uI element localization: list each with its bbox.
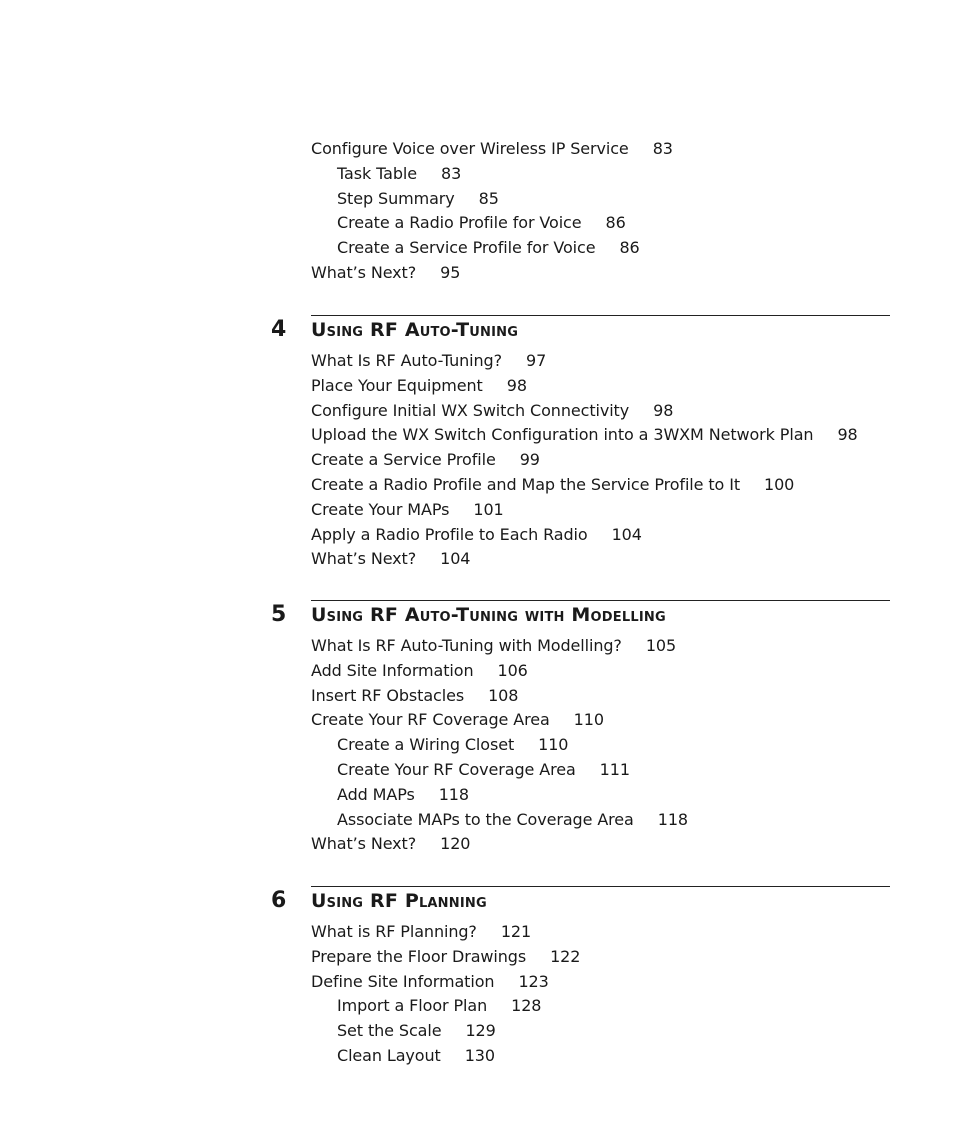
toc-entry-page-number: 86 — [605, 213, 626, 233]
chapter-title[interactable]: Using RF Auto-Tuning with Modelling — [311, 604, 666, 626]
toc-entry[interactable] — [311, 947, 580, 967]
toc-entry-page-number: 121 — [500, 922, 532, 941]
toc-entry[interactable] — [311, 450, 540, 470]
toc-entry-page-number: 118 — [438, 784, 469, 804]
toc-entry-title: Create Your RF Coverage Area — [337, 760, 576, 779]
toc-entry[interactable] — [311, 834, 470, 854]
toc-entry-page-number: 98 — [506, 375, 527, 395]
toc-entry[interactable] — [311, 686, 518, 706]
toc-entry[interactable] — [311, 636, 676, 656]
chapter-divider-rule — [311, 886, 890, 887]
toc-entry-title: Create a Radio Profile for Voice — [337, 213, 582, 233]
toc-entry[interactable] — [311, 139, 673, 159]
toc-entry-page-number: 129 — [465, 1021, 496, 1041]
toc-entry-page-number: 111 — [599, 760, 630, 779]
toc-entry-page-number: 123 — [518, 971, 549, 991]
toc-entry-page-number: 130 — [464, 1046, 495, 1065]
toc-entry-title: Prepare the Floor Drawings — [311, 946, 527, 966]
toc-entry-page-number: 128 — [511, 996, 542, 1016]
toc-entry-page-number: 104 — [611, 524, 642, 544]
chapter-number: 6 — [271, 888, 287, 913]
toc-entry-title: Create a Service Profile — [311, 450, 496, 470]
toc-entry[interactable] — [337, 996, 541, 1016]
toc-entry[interactable] — [311, 661, 528, 681]
toc-entry-page-number: 86 — [619, 238, 640, 258]
toc-entry-title: Place Your Equipment — [311, 375, 483, 395]
toc-entry[interactable] — [311, 351, 546, 371]
toc-entry-page-number: 85 — [478, 188, 499, 208]
toc-entry-page-number: 97 — [525, 351, 547, 370]
toc-entry-page-number: 100 — [764, 475, 795, 494]
toc-entry-title: Import a Floor Plan — [337, 996, 488, 1016]
toc-entry-page-number: 118 — [657, 809, 689, 829]
toc-entry-title: Configure Initial WX Switch Connectivity — [311, 400, 630, 420]
toc-entry[interactable] — [311, 376, 527, 396]
toc-entry-title: What’s Next? — [311, 263, 417, 282]
toc-entry-page-number: 99 — [519, 450, 540, 470]
toc-entry[interactable] — [311, 500, 504, 520]
toc-entry[interactable] — [337, 189, 499, 209]
toc-entry[interactable] — [311, 263, 460, 283]
toc-entry-title: What Is RF Auto-Tuning with Modelling? — [311, 636, 622, 655]
chapter-divider-rule — [311, 600, 890, 601]
toc-entry[interactable] — [337, 164, 461, 184]
chapter-title[interactable]: Using RF Auto-Tuning — [311, 319, 519, 341]
toc-entry-page-number: 108 — [488, 685, 519, 705]
toc-entry[interactable] — [337, 1046, 495, 1066]
chapter-number: 4 — [271, 317, 287, 342]
chapter-title[interactable]: Using RF Planning — [311, 890, 487, 912]
toc-entry-page-number: 98 — [653, 400, 674, 420]
toc-entry[interactable] — [311, 475, 794, 495]
toc-entry-title: Step Summary — [337, 188, 455, 208]
toc-entry-title: Associate MAPs to the Coverage Area — [337, 809, 634, 829]
toc-entry-title: Create a Wiring Closet — [337, 735, 515, 755]
toc-entry-title: What’s Next? — [311, 834, 417, 854]
toc-entry[interactable] — [337, 760, 630, 780]
toc-entry[interactable] — [337, 735, 568, 755]
toc-entry-page-number: 122 — [550, 946, 581, 966]
toc-entry[interactable] — [311, 922, 531, 942]
toc-entry[interactable] — [311, 401, 673, 421]
toc-entry[interactable] — [337, 1021, 496, 1041]
toc-entry-title: Clean Layout — [337, 1046, 441, 1065]
toc-entry-title: Create Your MAPs — [311, 499, 450, 519]
toc-entry-title: Insert RF Obstacles — [311, 685, 465, 705]
chapter-divider-rule — [311, 315, 890, 316]
toc-entry-page-number: 106 — [497, 660, 528, 680]
toc-entry-title: Task Table — [337, 163, 417, 183]
toc-entry-page-number: 120 — [440, 834, 471, 854]
toc-entry[interactable] — [337, 238, 640, 258]
toc-entry-page-number: 83 — [441, 163, 462, 183]
toc-entry[interactable] — [337, 785, 469, 805]
toc-entry[interactable] — [311, 972, 549, 992]
toc-entry-page-number: 98 — [837, 425, 858, 445]
toc-entry-title: Create a Radio Profile and Map the Service Profile to It — [311, 475, 741, 494]
toc-entry-title: Add MAPs — [337, 784, 415, 804]
toc-entry-page-number: 110 — [573, 710, 604, 730]
toc-entry[interactable] — [311, 525, 642, 545]
toc-entry-title: Set the Scale — [337, 1021, 442, 1041]
toc-entry-title: What Is RF Auto-Tuning? — [311, 351, 502, 370]
toc-entry-title: Add Site Information — [311, 660, 474, 680]
toc-entry-page-number: 104 — [440, 549, 471, 569]
toc-entry-title: Configure Voice over Wireless IP Service — [311, 139, 629, 158]
toc-entry-title: Create Your RF Coverage Area — [311, 710, 550, 730]
toc-entry[interactable] — [337, 213, 626, 233]
toc-entry-title: What’s Next? — [311, 549, 417, 569]
toc-entry-title: What is RF Planning? — [311, 922, 477, 941]
toc-entry-page-number: 105 — [645, 636, 677, 655]
toc-entry-page-number: 95 — [440, 263, 461, 282]
toc-entry-title: Apply a Radio Profile to Each Radio — [311, 524, 588, 544]
toc-entry[interactable] — [337, 810, 688, 830]
toc-entry-page-number: 101 — [473, 499, 504, 519]
toc-entry-title: Upload the WX Switch Configuration into a 3WXM Network Plan — [311, 425, 814, 445]
toc-entry-page-number: 110 — [538, 735, 569, 755]
toc-entry-title: Define Site Information — [311, 971, 495, 991]
toc-entry[interactable] — [311, 549, 470, 569]
toc-entry-page-number: 83 — [652, 139, 673, 158]
toc-entry[interactable] — [311, 710, 604, 730]
toc-entry-title: Create a Service Profile for Voice — [337, 238, 596, 258]
chapter-number: 5 — [271, 602, 287, 627]
toc-entry[interactable] — [311, 425, 858, 445]
